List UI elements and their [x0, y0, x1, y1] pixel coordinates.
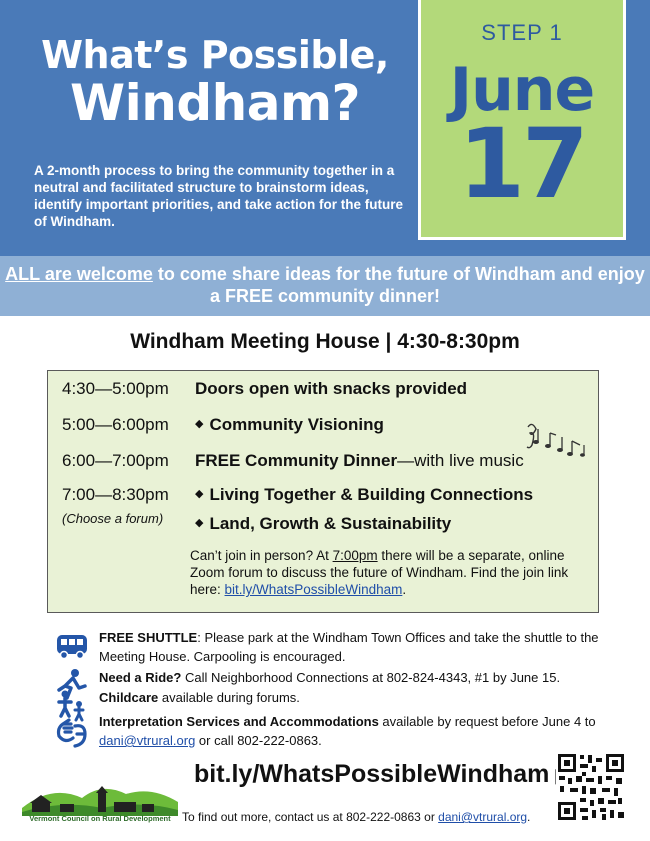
shuttle-label: FREE SHUTTLE [99, 630, 198, 645]
bus-icon [55, 628, 89, 662]
childcare-text [99, 688, 619, 707]
bullet-icon: ◆ [195, 418, 204, 430]
schedule-event: Doors open with snacks provided [195, 379, 468, 398]
contact-line [182, 810, 530, 824]
hero-description: A 2-month process to bring the community together in a neutral and facilitated structure to brainstorm ideas, identify important priorities, and take action for the future of Windham. [34, 163, 404, 229]
welcome-text: to come share ideas for the future of Windham and enjoy a FREE community dinner! [152, 264, 645, 306]
bullet-icon: ◆ [195, 517, 204, 529]
schedule-event-label: Living Together & Building Connections [209, 485, 534, 504]
schedule-event [195, 514, 451, 534]
shuttle-text [99, 628, 619, 666]
date-box [418, 0, 626, 240]
zoom-text-end: . [402, 582, 407, 597]
schedule-time: 6:00—7:00pm [62, 451, 169, 470]
schedule-event-label: Community Visioning [209, 415, 384, 434]
interpretation-email-link[interactable]: dani@vtrural.org [99, 733, 196, 748]
schedule-event [195, 415, 384, 435]
contact-end: . [527, 810, 531, 824]
title-line-1: What’s Possible, [41, 33, 389, 77]
bullet-icon: ◆ [195, 488, 204, 500]
schedule-event [195, 451, 524, 471]
qr-code-icon[interactable] [556, 752, 626, 822]
schedule-time: 7:00—8:30pm [62, 485, 169, 504]
title-line-2: Windham? [69, 74, 361, 132]
interpretation-detail: available by request before June 4 to [378, 714, 596, 729]
schedule-time: 4:30—5:00pm [62, 379, 169, 398]
welcome-band [0, 256, 650, 316]
zoom-text-2: there will be a separate, online Zoom forum to discuss the future of Windham. Find the join link here: [190, 548, 569, 597]
interpretation-text [99, 712, 619, 750]
forum-note: (Choose a forum) [62, 511, 164, 526]
venue-heading: Windham Meeting House | 4:30-8:30pm [130, 330, 520, 353]
flyer-title [30, 33, 400, 132]
schedule-box [47, 370, 599, 613]
big-link[interactable] [194, 760, 571, 789]
interpretation-detail-end: or call 802-222-0863. [195, 733, 322, 748]
shuttle-detail: : Please park at the Windham Town Offices and take the shuttle to the Meeting House. Carpooling is encouraged. [99, 630, 599, 664]
zoom-time: 7:00pm [332, 548, 378, 563]
zoom-note [190, 547, 590, 598]
big-link-text: bit.ly/WhatsPossibleWindham [194, 760, 550, 788]
schedule-time: 5:00—6:00pm [62, 415, 169, 434]
schedule-event-suffix: —with live music [397, 451, 524, 470]
logo-text: Vermont Council on Rural Development [29, 814, 171, 823]
ride-label: Need a Ride? [99, 670, 182, 685]
childcare-detail: available during forums. [158, 690, 300, 705]
date-month: June [449, 55, 595, 125]
date-day: 17 [458, 108, 586, 220]
zoom-text-1: Can’t join in person? At [190, 548, 333, 563]
contact-text: To find out more, contact us at 802-222-0863 or [182, 810, 439, 824]
music-notes-icon [522, 419, 592, 459]
schedule-event-label: FREE Community Dinner [195, 451, 398, 470]
ride-detail: Call Neighborhood Connections at 802-824-4343, #1 by June 15. [181, 670, 561, 685]
zoom-join-link[interactable]: bit.ly/WhatsPossibleWindham [224, 582, 403, 597]
ride-text [99, 668, 619, 687]
childcare-label: Childcare [99, 690, 159, 705]
welcome-underlined: ALL are welcome [5, 264, 153, 284]
step-label: STEP 1 [481, 20, 563, 45]
sign-language-icon [55, 716, 89, 750]
interpretation-label: Interpretation Services and Accommodations [99, 714, 379, 729]
contact-email-link[interactable]: dani@vtrural.org [438, 810, 528, 824]
schedule-event-label: Land, Growth & Sustainability [209, 514, 452, 533]
schedule-event [195, 485, 533, 505]
